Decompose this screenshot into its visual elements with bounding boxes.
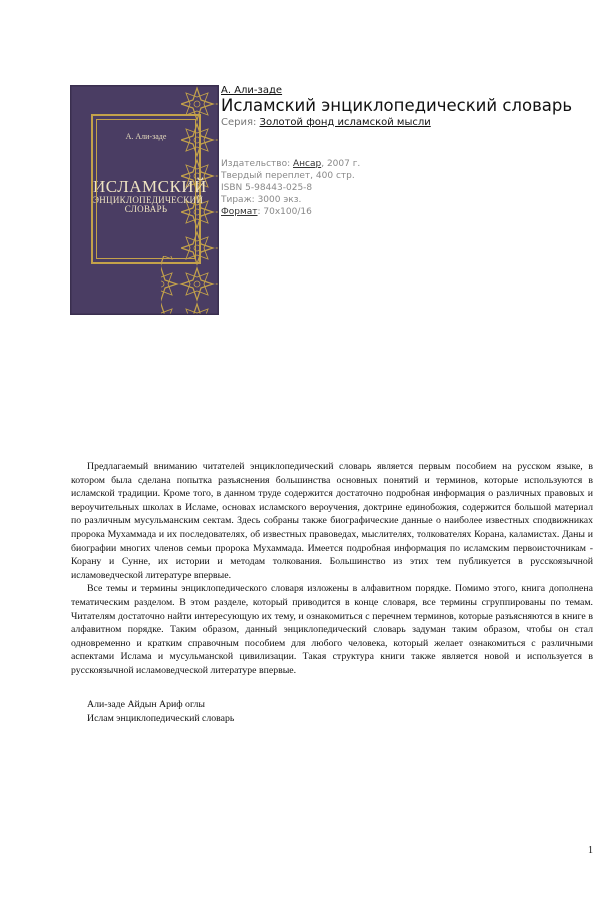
publisher-label: Издательство: xyxy=(221,158,293,169)
cover-title-line3: СЛОВАРЬ xyxy=(124,204,168,215)
description xyxy=(71,460,593,678)
cover-author: А. Али-заде xyxy=(125,132,167,141)
series-link[interactable]: Золотой фонд исламской мысли xyxy=(259,116,431,128)
format-line xyxy=(221,206,591,218)
print-run-line: Тираж: 3000 экз. xyxy=(221,194,302,205)
isbn-line: ISBN 5-98443-025-8 xyxy=(221,182,313,193)
page-number: 1 xyxy=(588,845,593,856)
cover-frame xyxy=(91,114,207,264)
format-link[interactable]: Формат xyxy=(221,206,258,217)
book-details xyxy=(221,158,591,218)
format-value: : 70x100/16 xyxy=(257,206,312,217)
signature-author: Али-заде Айдын Ариф оглы xyxy=(87,699,205,710)
author-link[interactable]: А. Али-заде xyxy=(221,85,283,96)
description-paragraph-2: Все темы и термины энциклопедического словаря изложены в алфавитном порядке. Помимо этого, книга дополнена тематическим разделом. В этом разделе, который приводится в конце словаря, все термины сгруппированы по темам. Читателям достаточно найти интересующую их тему, и ознакомиться с перечнем терминов, которые разъясняются в книге в алфавитном порядке. Таким образом, данный энциклопедический словарь задуман таким образом, чтобы он стал одновременно и кратким справочным пособием для любого человека, который желает ознакомиться с различными аспектами Ислама и мусульманской цивилизации. Такая структура книги также является новой и используется в русскоязычной исламоведческой литературе впервые. xyxy=(71,583,593,676)
cover-title-line2: ЭНЦИКЛОПЕДИЧЕСКИЙ xyxy=(93,194,204,205)
series-line xyxy=(221,117,591,128)
publisher-link[interactable]: Ансар xyxy=(293,158,322,169)
book-meta xyxy=(221,85,591,218)
book-title: Исламский энциклопедический словарь xyxy=(221,96,573,115)
book-cover xyxy=(71,86,218,314)
series-label: Серия: xyxy=(221,116,260,128)
publish-year: , 2007 г. xyxy=(321,158,361,169)
description-paragraph-1: Предлагаемый вниманию читателей энциклопедический словарь является первым пособием на русском языке, в котором была сделана попытка разъяснения большинства основных понятий и терминов, которые используются в исламской традиции. Кроме того, в данном труде содержится достаточно подробная информация о различных правовых и вероучительных школах в Исламе, основах исламского вероучения, доктрине единобожия, содержится большой материал по различным мусульманским сектам. Здесь собраны также биографические данные о наиболее известных сподвижниках пророка Мухаммада и их последователях, об известных правоведах, мыслителях, толкователях Корана, каламистах. Даны и биографии многих членов семьи пророка Мухаммада. Имеется подробная информация по исламским первоисточникам - Корану и Сунне, их истории и методам толкования. Большинство из этих тем публикуется в русскоязычной исламоведческой литературе впервые. xyxy=(71,461,593,581)
signature-title: Ислам энциклопедический словарь xyxy=(87,712,235,724)
publisher-line xyxy=(221,158,591,170)
cover-title-line1: ИСЛАМСКИЙ xyxy=(93,177,207,196)
signature xyxy=(87,698,234,725)
cover-title xyxy=(93,177,207,215)
binding-line: Твердый переплет, 400 стр. xyxy=(221,170,355,181)
